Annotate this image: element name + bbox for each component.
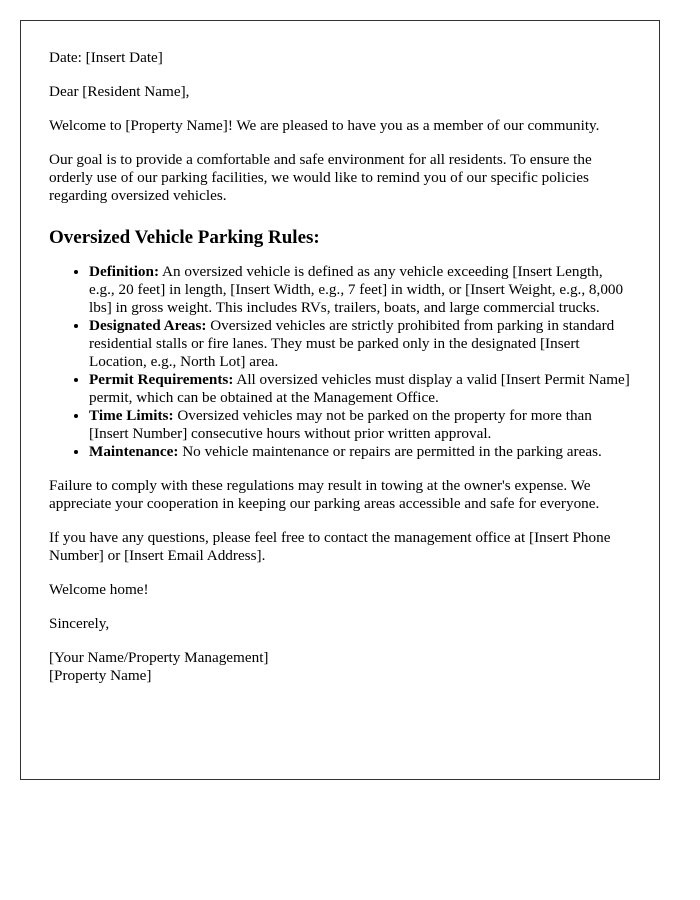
signature-property: [Property Name] <box>49 667 152 684</box>
intro-paragraph: Our goal is to provide a comfortable and safe environment for all residents. To ensure the orderly use of our parking facilities, we would like to remind you of our specific policies regarding oversized vehicles. <box>49 151 592 204</box>
signature-name: [Your Name/Property Management] <box>49 649 269 666</box>
rule-permit-requirements <box>89 371 631 407</box>
rule-text: All oversized vehicles must display a valid [Insert Permit Name] permit, which can be obtained at the Management Office. <box>89 371 630 406</box>
rule-definition <box>89 263 631 317</box>
rule-text: Oversized vehicles may not be parked on the property for more than [Insert Number] consecutive hours without prior written approval. <box>89 407 592 442</box>
rule-label: Maintenance: <box>89 443 179 460</box>
rules-list <box>49 263 631 461</box>
rule-label: Time Limits: <box>89 407 174 424</box>
rule-text: No vehicle maintenance or repairs are permitted in the parking areas. <box>178 443 602 460</box>
questions-paragraph: If you have any questions, please feel free to contact the management office at [Insert Phone Number] or [Insert Email Address]. <box>49 529 611 564</box>
rule-designated-areas <box>89 317 631 371</box>
rule-label: Designated Areas: <box>89 317 207 334</box>
letter-container <box>20 20 660 780</box>
rule-time-limits <box>89 407 631 443</box>
rule-text: Oversized vehicles are strictly prohibited from parking in standard residential stalls or fire lanes. They must be parked only in the designated [Insert Location, e.g., North Lot] area. <box>89 317 615 370</box>
sign-off: Sincerely, <box>49 615 110 632</box>
date-line: Date: [Insert Date] <box>49 49 163 66</box>
rule-maintenance <box>89 443 631 461</box>
welcome-paragraph: Welcome to [Property Name]! We are pleased to have you as a member of our community. <box>49 117 600 134</box>
rule-text: An oversized vehicle is defined as any vehicle exceeding [Insert Length, e.g., 20 feet] in length, [Insert Width, e.g., 7 feet] in width, or [Insert Weight, e.g., 8,000 lbs] in gross weight. This includes RVs, trailers, boats, and large commercial trucks. <box>89 263 624 316</box>
rule-label: Definition: <box>89 263 160 280</box>
rules-heading: Oversized Vehicle Parking Rules: <box>49 227 320 248</box>
failure-paragraph: Failure to comply with these regulations may result in towing at the owner's expense. We appreciate your cooperation in keeping our parking areas accessible and safe for everyone. <box>49 477 600 512</box>
signature-block <box>49 649 631 685</box>
closing-welcome: Welcome home! <box>49 581 149 598</box>
greeting: Dear [Resident Name], <box>49 83 190 100</box>
rule-label: Permit Requirements: <box>89 371 234 388</box>
